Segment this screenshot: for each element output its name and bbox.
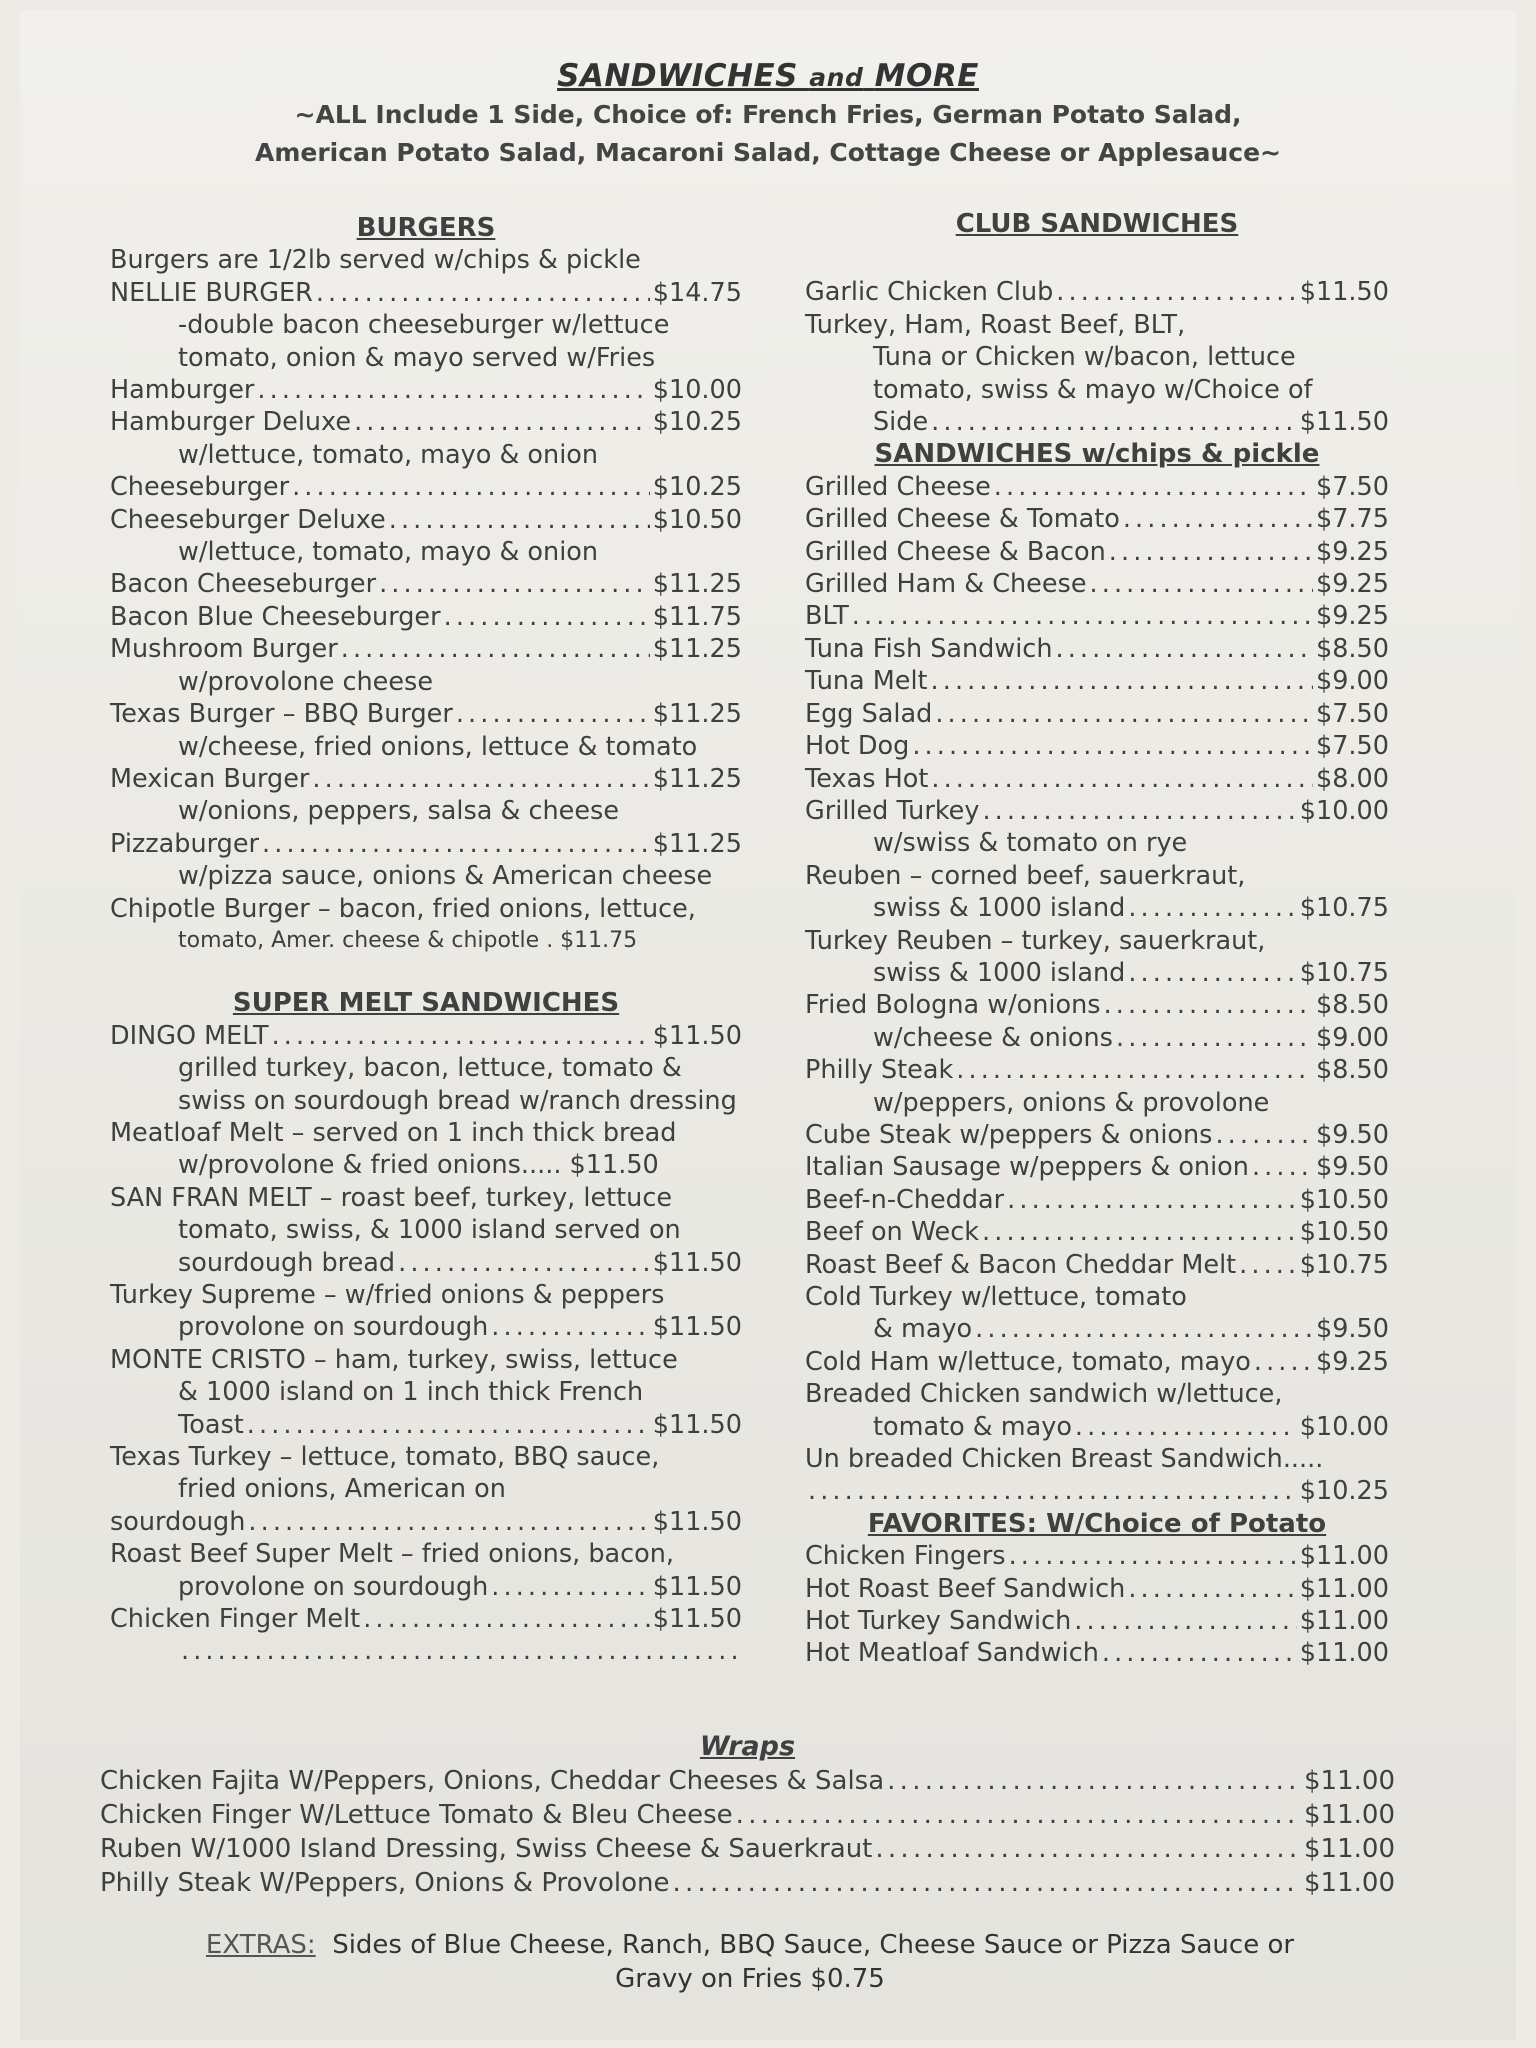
- item-description: w/cheese, fried onions, lettuce & tomato: [178, 731, 698, 762]
- leader-dots: [887, 1764, 1301, 1798]
- menu-item: [805, 536, 1389, 568]
- leader-dots: [1252, 1151, 1313, 1183]
- menu-item: [805, 471, 1389, 503]
- item-description: w/onions, peppers, salsa & cheese: [178, 796, 620, 827]
- menu-item: [805, 665, 1389, 697]
- menu-item: [805, 406, 1389, 438]
- menu-item: [805, 1313, 1389, 1345]
- menu-item: [805, 892, 1389, 924]
- menu-item: [805, 568, 1389, 600]
- item-price: $11.00: [1299, 1573, 1389, 1604]
- item-heading: Roast Beef Super Melt – fried onions, bacon,: [110, 1539, 675, 1570]
- leader-dots: [1007, 1184, 1297, 1216]
- leader-dots: [956, 1054, 1313, 1086]
- item-price: $9.00: [1315, 1022, 1389, 1053]
- leader-dots: [262, 828, 650, 860]
- menu-item: [110, 406, 742, 438]
- leader-dots: [1009, 1540, 1297, 1572]
- leader-dots: [491, 1571, 649, 1603]
- extras-note: [150, 1928, 1350, 1996]
- item-price: $11.50: [652, 1020, 742, 1051]
- item-price: $9.50: [1315, 1314, 1389, 1345]
- leader-dots: [363, 1603, 650, 1635]
- leader-dots: [491, 1311, 649, 1343]
- leader-dots: [931, 406, 1297, 438]
- menu-item: [100, 1798, 1395, 1832]
- leader-dots: [1116, 1022, 1313, 1054]
- item-name: Side: [873, 407, 929, 438]
- menu-item: [110, 374, 742, 406]
- leader-dots: [247, 1409, 650, 1441]
- item-name: Philly Steak W/Peppers, Onions & Provolone: [100, 1868, 670, 1898]
- menu-item: [110, 504, 742, 536]
- section-title-favorites: FAVORITES: W/Choice of Potato: [867, 1508, 1327, 1539]
- item-heading: Texas Turkey – lettuce, tomato, BBQ sauce,: [110, 1442, 660, 1473]
- right-column: [805, 208, 1389, 1670]
- item-price: $7.50: [1315, 698, 1389, 729]
- leader-dots: [1090, 568, 1313, 600]
- item-name: Tuna Fish Sandwich: [805, 633, 1053, 664]
- leader-dots: [316, 277, 650, 309]
- leader-dots: [272, 1020, 650, 1052]
- item-name: sourdough bread: [178, 1247, 396, 1278]
- item-heading: SAN FRAN MELT – roast beef, turkey, lettuce: [110, 1182, 673, 1213]
- item-price: $11.00: [1304, 1834, 1395, 1864]
- leader-dots: [341, 633, 650, 665]
- menu-item: [805, 1022, 1389, 1054]
- item-price: $10.25: [652, 472, 742, 503]
- item-price: $11.75: [652, 601, 742, 632]
- leader-dots: [1056, 276, 1296, 308]
- item-name: Hamburger: [110, 375, 255, 406]
- item-price: $8.50: [1315, 633, 1389, 664]
- leader-dots: [1102, 1637, 1297, 1669]
- item-name: Texas Hot: [805, 763, 929, 794]
- menu-item: [805, 1216, 1389, 1248]
- item-price: $10.75: [1299, 957, 1389, 988]
- item-price: $8.50: [1315, 1055, 1389, 1086]
- item-name: DINGO MELT: [110, 1020, 269, 1051]
- wraps-list: [100, 1764, 1395, 1900]
- item-price: $10.00: [1299, 795, 1389, 826]
- leader-dots: [1128, 892, 1296, 924]
- item-name: Tuna Melt: [805, 666, 928, 697]
- menu-item: [110, 1247, 742, 1279]
- menu-item: [805, 957, 1389, 989]
- menu-item: [110, 1506, 742, 1538]
- item-name: Roast Beef & Bacon Cheddar Melt: [805, 1249, 1237, 1280]
- menu-item: [805, 1119, 1389, 1151]
- leader-dots: [931, 665, 1313, 697]
- menu-item: [805, 1054, 1389, 1086]
- item-heading: MONTE CRISTO – ham, turkey, swiss, lettuce: [110, 1344, 678, 1375]
- chips-pickle-list: [805, 471, 1389, 1508]
- leader-dots: [935, 698, 1313, 730]
- menu-item: [110, 1603, 742, 1635]
- item-price: $9.50: [1315, 1119, 1389, 1150]
- item-price: $8.00: [1315, 763, 1389, 794]
- item-price: $10.25: [652, 407, 742, 438]
- item-name: provolone on sourdough: [178, 1571, 489, 1602]
- item-description: -double bacon cheeseburger w/lettuce: [178, 310, 670, 341]
- leader-dots: [982, 795, 1296, 827]
- item-name: Mexican Burger: [110, 763, 310, 794]
- item-name: Cheeseburger: [110, 472, 290, 503]
- item-price: $9.50: [1315, 1152, 1389, 1183]
- item-heading: Turkey Reuben – turkey, sauerkraut,: [805, 925, 1266, 956]
- item-name: Grilled Turkey: [805, 795, 980, 826]
- wraps-section: [100, 1730, 1395, 1900]
- item-name: Cheeseburger Deluxe: [110, 504, 386, 535]
- item-description: w/provolone & fried onions..... $11.50: [178, 1150, 659, 1181]
- item-name: swiss & 1000 island: [873, 893, 1126, 924]
- leader-dots: [1075, 1411, 1297, 1443]
- item-price: $9.00: [1315, 666, 1389, 697]
- leader-dots: [292, 471, 650, 503]
- leader-dots: [248, 1506, 649, 1538]
- menu-item: [805, 276, 1389, 308]
- item-name: Cold Ham w/lettuce, tomato, mayo: [805, 1346, 1251, 1377]
- leader-dots: [736, 1798, 1301, 1832]
- item-price: $8.50: [1315, 990, 1389, 1021]
- item-name: Garlic Chicken Club: [805, 277, 1054, 308]
- item-name: Grilled Cheese: [805, 471, 991, 502]
- item-description: tomato, swiss & mayo w/Choice of: [873, 374, 1313, 405]
- item-description: w/swiss & tomato on rye: [873, 828, 1188, 859]
- leader-dots: [1239, 1249, 1297, 1281]
- item-heading: Chipotle Burger – bacon, fried onions, lettuce,: [110, 893, 696, 924]
- item-name: Chicken Finger W/Lettuce Tomato & Bleu Cheese: [100, 1800, 733, 1830]
- menu-item: [110, 763, 742, 795]
- menu-item: [110, 698, 742, 730]
- item-price: $7.50: [1315, 731, 1389, 762]
- leader-dots: [1056, 633, 1313, 665]
- item-name: Cube Steak w/peppers & onions: [805, 1119, 1213, 1150]
- item-name: Beef-n-Cheddar: [805, 1184, 1005, 1215]
- menu-item: [805, 698, 1389, 730]
- item-price: $11.00: [1304, 1800, 1395, 1830]
- item-price: $10.00: [652, 375, 742, 406]
- item-name: Chicken Finger Melt: [110, 1604, 361, 1635]
- item-price: $11.50: [652, 1312, 742, 1343]
- leader-dots: [672, 1866, 1301, 1900]
- item-price: $10.50: [652, 504, 742, 535]
- item-price: $11.00: [1299, 1541, 1389, 1572]
- item-price: $11.50: [1299, 277, 1389, 308]
- item-name: Grilled Cheese & Tomato: [805, 504, 1120, 535]
- menu-item: [805, 1346, 1389, 1378]
- menu-item: [805, 1605, 1389, 1637]
- menu-item: [110, 1020, 742, 1052]
- item-heading: Meatloaf Melt – served on 1 inch thick bread: [110, 1117, 677, 1148]
- leader-dots: [456, 698, 650, 730]
- item-name: Toast: [178, 1409, 244, 1440]
- item-price: $11.25: [652, 828, 742, 859]
- menu-item: [100, 1866, 1395, 1900]
- item-price: $14.75: [652, 277, 742, 308]
- leader-dots: [875, 1832, 1301, 1866]
- item-price: $9.25: [1315, 536, 1389, 567]
- menu-item: [110, 277, 742, 309]
- menu-header: [0, 58, 1536, 170]
- item-price: $11.25: [652, 569, 742, 600]
- leader-dots: [1215, 1119, 1313, 1151]
- menu-item: [805, 989, 1389, 1021]
- menu-item: [805, 1249, 1389, 1281]
- leader-dots: [257, 374, 649, 406]
- club-list: [805, 276, 1389, 438]
- leader-dots: [808, 1475, 1297, 1507]
- item-name: Hamburger Deluxe: [110, 407, 352, 438]
- item-name: Mushroom Burger: [110, 634, 338, 665]
- item-description: tomato, onion & mayo served w/Fries: [178, 342, 656, 373]
- item-price: $11.25: [652, 699, 742, 730]
- item-price: $10.50: [1299, 1184, 1389, 1215]
- favorites-list: [805, 1540, 1389, 1670]
- item-name: & mayo: [873, 1314, 973, 1345]
- leader-dots: [1128, 957, 1296, 989]
- burgers-list: [110, 277, 742, 958]
- menu-item: [110, 1571, 742, 1603]
- leader-dots: [852, 600, 1313, 632]
- leader-dots: [1123, 503, 1313, 535]
- menu-item: [805, 503, 1389, 535]
- item-description: w/lettuce, tomato, mayo & onion: [178, 439, 599, 470]
- item-name: Ruben W/1000 Island Dressing, Swiss Cheese & Sauerkraut: [100, 1834, 873, 1864]
- section-title-club: CLUB SANDWICHES: [955, 209, 1239, 239]
- menu-item: [805, 1573, 1389, 1605]
- item-name: NELLIE BURGER: [110, 277, 313, 308]
- menu-item: [805, 1475, 1389, 1507]
- leader-dots: [912, 730, 1313, 762]
- item-price: $11.00: [1299, 1606, 1389, 1637]
- title-word-3: MORE: [874, 58, 979, 94]
- sides-note-line-1: ~ALL Include 1 Side, Choice of: French Fries, German Potato Salad,: [294, 100, 1242, 129]
- menu-item: [110, 568, 742, 600]
- leader-dots: [975, 1313, 1313, 1345]
- item-description: fried onions, American on: [178, 1474, 506, 1505]
- item-price: $11.50: [652, 1604, 742, 1635]
- item-description: grilled turkey, bacon, lettuce, tomato &: [178, 1053, 682, 1084]
- item-price: $11.00: [1299, 1638, 1389, 1669]
- item-heading: Turkey Supreme – w/fried onions & peppers: [110, 1280, 665, 1310]
- item-name: swiss & 1000 island: [873, 957, 1126, 988]
- item-name: tomato & mayo: [873, 1411, 1072, 1442]
- item-price: $11.50: [652, 1506, 742, 1537]
- left-column: [110, 212, 742, 1668]
- burgers-intro: Burgers are 1/2lb served w/chips & pickle: [110, 245, 641, 276]
- item-name: Pizzaburger: [110, 828, 260, 859]
- item-price: $11.50: [652, 1409, 742, 1440]
- menu-item: [805, 1540, 1389, 1572]
- leader-dots: [354, 406, 650, 438]
- menu-item: [110, 1311, 742, 1343]
- menu-item: [100, 1764, 1395, 1798]
- item-name: Hot Turkey Sandwich: [805, 1606, 1072, 1637]
- item-price: $11.25: [652, 634, 742, 665]
- item-price: $7.75: [1315, 504, 1389, 535]
- item-price: $11.50: [652, 1571, 742, 1602]
- item-name: Hot Dog: [805, 731, 910, 762]
- leader-dots: [379, 568, 650, 600]
- item-name: Philly Steak: [805, 1055, 954, 1086]
- item-heading: Reuben – corned beef, sauerkraut,: [805, 860, 1246, 891]
- item-description: tomato, Amer. cheese & chipotle . $11.75: [178, 927, 638, 953]
- section-title-chips-pickle: SANDWICHES w/chips & pickle: [874, 439, 1320, 470]
- item-price: $9.25: [1315, 601, 1389, 632]
- item-price: $11.50: [1299, 407, 1389, 438]
- section-title-wraps: Wraps: [699, 1731, 796, 1762]
- leader-dots: [1109, 536, 1313, 568]
- item-name: Egg Salad: [805, 698, 933, 729]
- menu-item: [110, 633, 742, 665]
- item-name: Chicken Fingers: [805, 1541, 1006, 1572]
- extras-text-1: Sides of Blue Cheese, Ranch, BBQ Sauce, Cheese Sauce or Pizza Sauce or: [332, 1930, 1295, 1960]
- item-name: Chicken Fajita W/Peppers, Onions, Cheddar Cheeses & Salsa: [100, 1766, 885, 1796]
- item-price: $11.00: [1304, 1868, 1395, 1898]
- menu-item: [805, 1411, 1389, 1443]
- item-description: w/pizza sauce, onions & American cheese: [178, 861, 713, 892]
- item-description: swiss on sourdough bread w/ranch dressing: [178, 1085, 737, 1116]
- item-name: Beef on Weck: [805, 1217, 980, 1248]
- leader-dots: [931, 763, 1313, 795]
- item-name: Grilled Cheese & Bacon: [805, 536, 1106, 567]
- super-melt-list: [110, 1020, 742, 1668]
- menu-item: [805, 633, 1389, 665]
- menu-item: [110, 471, 742, 503]
- item-price: $10.75: [1299, 1249, 1389, 1280]
- item-price: $9.25: [1315, 569, 1389, 600]
- leader-dots: [1128, 1573, 1296, 1605]
- item-description: w/peppers, onions & provolone: [873, 1087, 1270, 1118]
- item-price: $11.50: [652, 1247, 742, 1278]
- item-name: w/cheese & onions: [873, 1022, 1113, 1053]
- leader-dots: [1104, 989, 1313, 1021]
- extras-text-2: Gravy on Fries $0.75: [615, 1964, 885, 1994]
- item-name: Bacon Blue Cheeseburger: [110, 601, 441, 632]
- title-word-1: SANDWICHES: [557, 58, 798, 94]
- menu-item: [805, 795, 1389, 827]
- sides-note-line-2: American Potato Salad, Macaroni Salad, Cottage Cheese or Applesauce~: [254, 138, 1281, 167]
- item-price: $9.25: [1315, 1346, 1389, 1377]
- item-price: $10.50: [1299, 1217, 1389, 1248]
- item-description: & 1000 island on 1 inch thick French: [178, 1377, 644, 1408]
- item-price: $10.25: [1299, 1476, 1389, 1507]
- menu-item: [100, 1832, 1395, 1866]
- section-title-super-melt: SUPER MELT SANDWICHES: [232, 988, 620, 1019]
- leader-dots-row: [110, 1635, 742, 1667]
- leader-dots: [181, 1635, 739, 1667]
- item-heading: Un breaded Chicken Breast Sandwich.....: [805, 1444, 1324, 1475]
- leader-dots: [398, 1247, 650, 1279]
- menu-item: [805, 730, 1389, 762]
- menu-item: [805, 600, 1389, 632]
- leader-dots: [1074, 1605, 1297, 1637]
- menu-item: [110, 601, 742, 633]
- leader-dots: [994, 471, 1313, 503]
- item-description: w/provolone cheese: [178, 666, 434, 697]
- item-name: Grilled Ham & Cheese: [805, 569, 1087, 600]
- leader-dots: [982, 1216, 1297, 1248]
- item-description: tomato, swiss, & 1000 island served on: [178, 1215, 681, 1246]
- item-price: $11.25: [652, 763, 742, 794]
- title-word-2: and: [809, 63, 864, 92]
- item-price: $11.00: [1304, 1766, 1395, 1796]
- item-name: Texas Burger – BBQ Burger: [110, 699, 453, 730]
- menu-item: [805, 1151, 1389, 1183]
- leader-dots: [1254, 1346, 1313, 1378]
- item-heading: Breaded Chicken sandwich w/lettuce,: [805, 1379, 1283, 1410]
- item-price: $10.75: [1299, 893, 1389, 924]
- section-title-burgers: BURGERS: [356, 213, 496, 243]
- item-name: Italian Sausage w/peppers & onion: [805, 1152, 1249, 1183]
- extras-label: EXTRAS:: [205, 1930, 316, 1960]
- menu-item: [805, 763, 1389, 795]
- menu-item: [805, 1184, 1389, 1216]
- leader-dots: [389, 504, 650, 536]
- item-name: sourdough: [110, 1506, 246, 1537]
- menu-item: [805, 1637, 1389, 1669]
- menu-item: [110, 828, 742, 860]
- item-name: provolone on sourdough: [178, 1312, 489, 1343]
- item-name: Bacon Cheeseburger: [110, 569, 377, 600]
- item-heading: Cold Turkey w/lettuce, tomato: [805, 1282, 1187, 1312]
- item-heading: Turkey, Ham, Roast Beef, BLT,: [805, 309, 1186, 340]
- leader-dots: [444, 601, 650, 633]
- menu-title: [0, 58, 1536, 94]
- item-description: w/lettuce, tomato, mayo & onion: [178, 537, 599, 568]
- item-name: Hot Meatloaf Sandwich: [805, 1638, 1099, 1669]
- item-price: $7.50: [1315, 471, 1389, 502]
- item-name: Hot Roast Beef Sandwich: [805, 1573, 1126, 1604]
- item-name: BLT: [805, 601, 849, 632]
- menu-item: [110, 1409, 742, 1441]
- leader-dots: [312, 763, 649, 795]
- item-description: Tuna or Chicken w/bacon, lettuce: [873, 342, 1296, 373]
- item-name: Fried Bologna w/onions: [805, 990, 1101, 1021]
- item-price: $10.00: [1299, 1411, 1389, 1442]
